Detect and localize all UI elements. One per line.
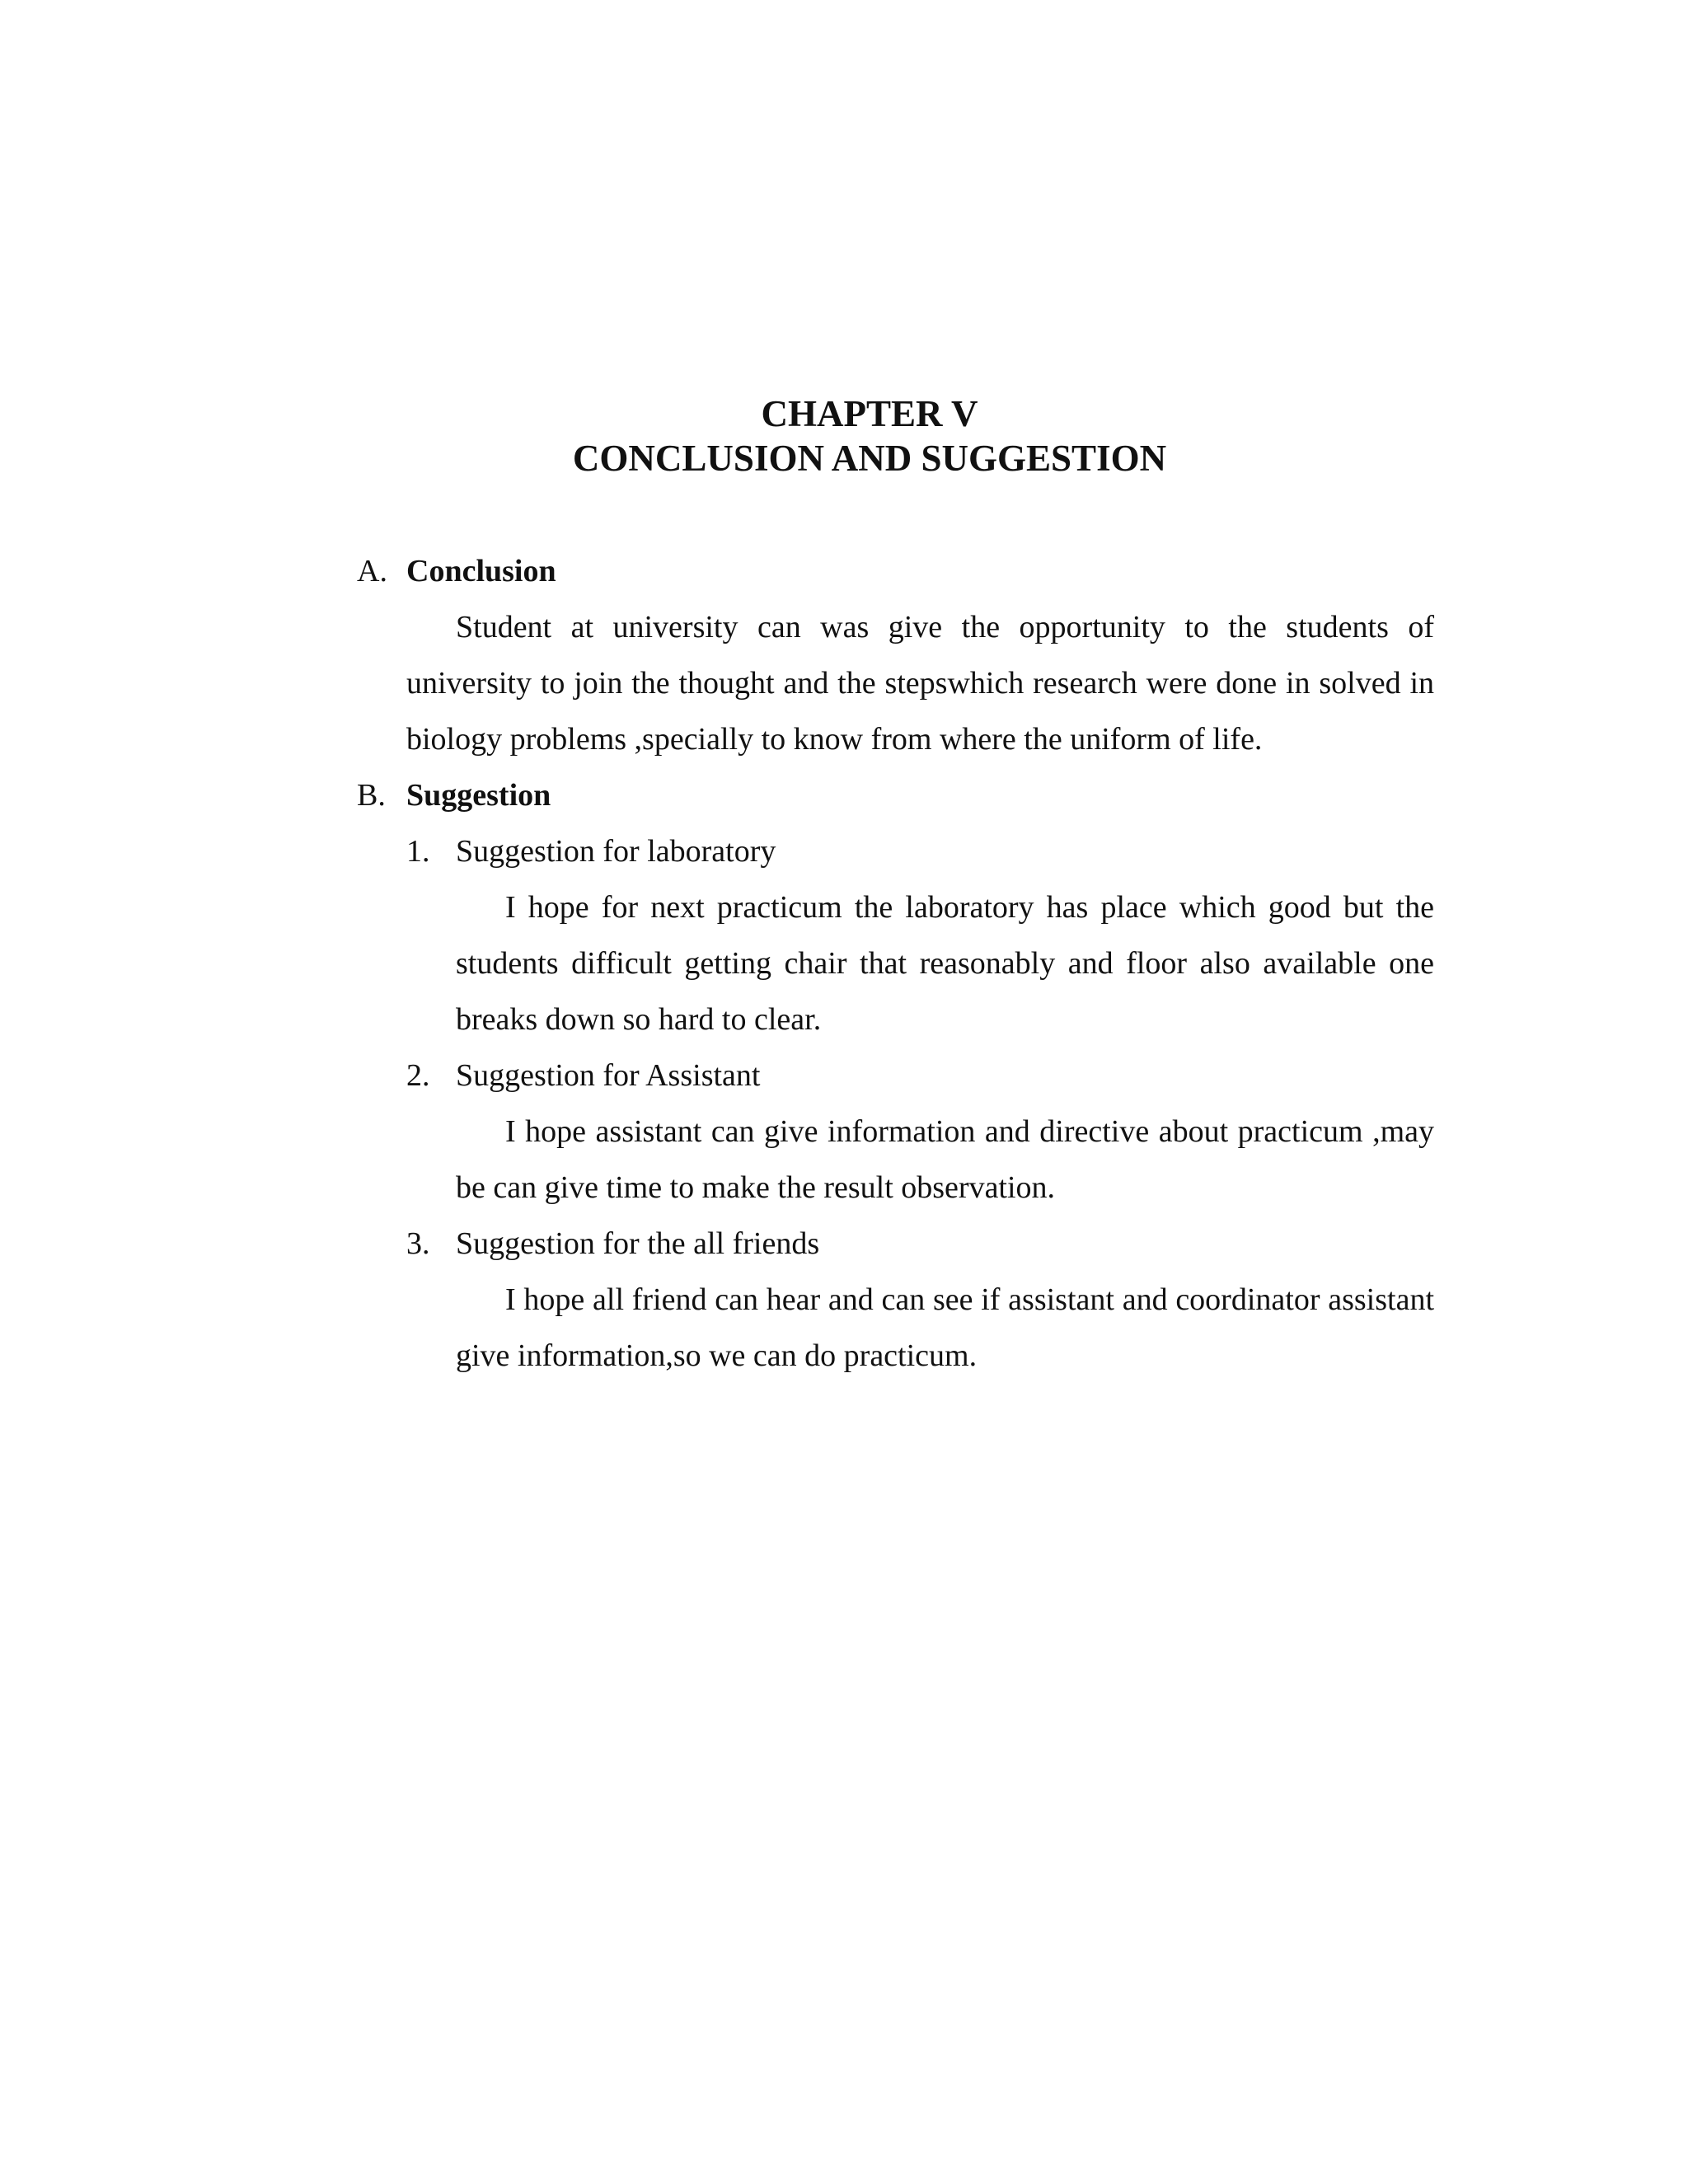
chapter-body	[357, 543, 1434, 1384]
suggestion-title: Suggestion for Assistant	[456, 1058, 761, 1093]
suggestion-heading	[406, 823, 1434, 879]
suggestion-item-laboratory	[406, 823, 1434, 1047]
chapter-heading	[0, 391, 1688, 480]
suggestion-heading	[406, 1216, 1434, 1272]
suggestion-paragraph: I hope assistant can give information and directive about practicum ,may be can give time to make the result observation.	[456, 1114, 1434, 1205]
suggestion-heading	[406, 1047, 1434, 1104]
conclusion-paragraph: Student at university can was give the opportunity to the students of university to join the thought and the stepswhich research were done in solved in biology problems ,specially to know from where the uniform of life.	[406, 610, 1434, 757]
section-letter: B.	[357, 778, 386, 813]
suggestion-number: 1.	[406, 834, 430, 869]
section-conclusion	[357, 543, 1434, 767]
section-title: Conclusion	[406, 554, 556, 588]
suggestion-item-friends	[406, 1216, 1434, 1384]
suggestion-paragraph: I hope for next practicum the laboratory has place which good but the students difficult getting chair that reasonably and floor also available one breaks down so hard to clear.	[456, 890, 1434, 1037]
section-heading	[357, 543, 1434, 599]
suggestion-number: 3.	[406, 1226, 430, 1261]
chapter-number: CHAPTER V	[761, 393, 978, 434]
suggestion-item-assistant	[406, 1047, 1434, 1216]
suggestion-paragraph: I hope all friend can hear and can see if assistant and coordinator assistant give information,so we can do practicum.	[456, 1282, 1434, 1373]
section-title: Suggestion	[406, 778, 551, 813]
section-letter: A.	[357, 554, 387, 588]
section-heading	[357, 767, 1434, 823]
chapter-title: CONCLUSION AND SUGGESTION	[572, 438, 1167, 479]
suggestion-title: Suggestion for laboratory	[456, 834, 776, 869]
suggestion-title: Suggestion for the all friends	[456, 1226, 820, 1261]
suggestion-number: 2.	[406, 1058, 430, 1093]
section-suggestion	[357, 767, 1434, 1384]
